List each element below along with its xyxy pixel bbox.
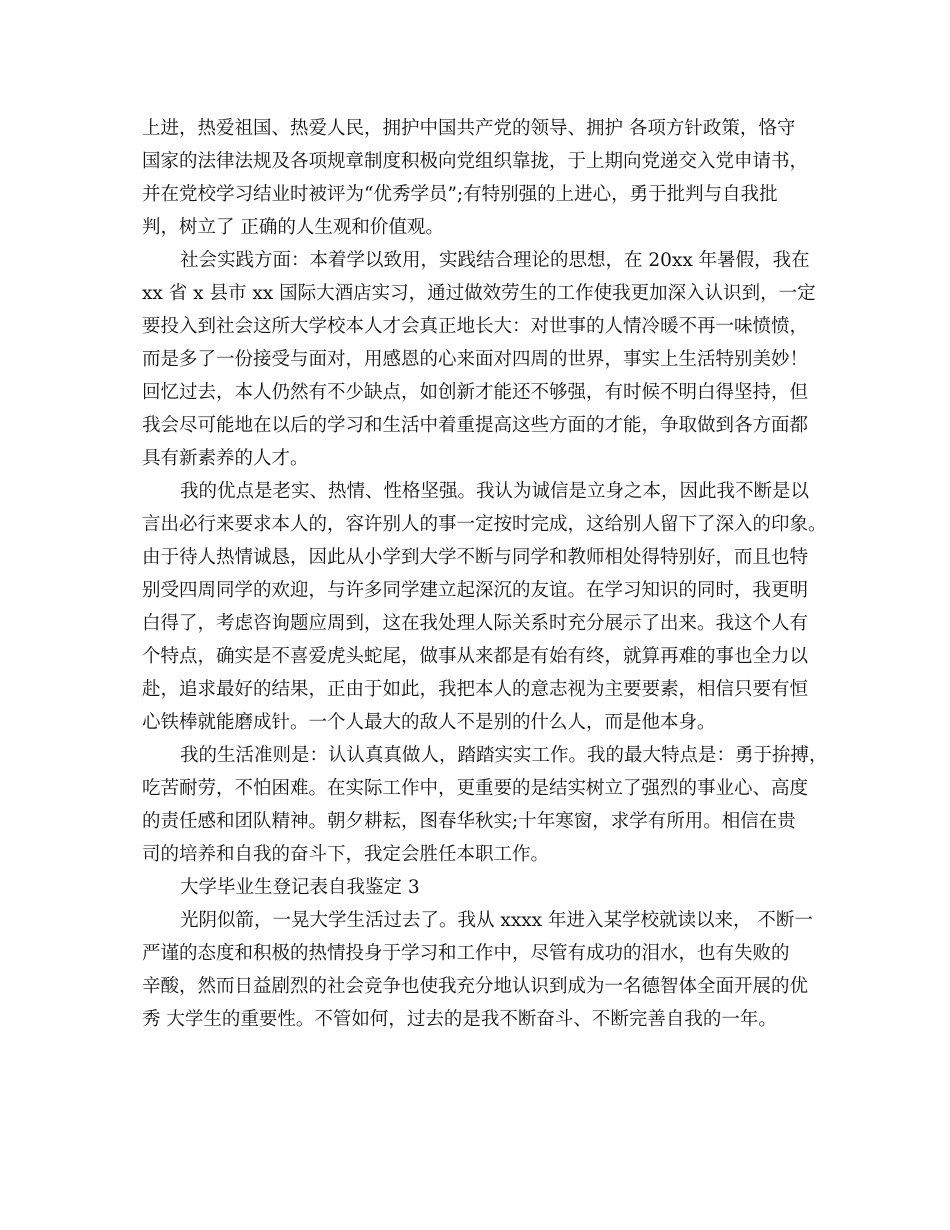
text-line: 要投入到社会这所大学校本人才会真正地长大：对世事的人情冷暖不再一味愤愤， [142,316,809,337]
text-line: 由于待人热情诚恳，因此从小学到大学不断与同学和教师相处得特别好，而且也特 [142,547,809,568]
text-line: xx 省 x 县市 xx 国际大酒店实习，通过做效劳生的工作使我更加深入认识到，一定 [142,283,816,304]
text-line: 上进，热爱祖国、热爱人民，拥护中国共产党的领导、拥护 各项方针政策，恪守 [142,118,796,139]
text-line: 心铁棒就能磨成针。一个人最大的敌人不是别的什么人，而是他本身。 [142,712,716,733]
text-line: 我的生活准则是：认认真真做人，踏踏实实工作。我的最大特点是：勇于拚搏， [180,745,828,766]
text-line: 社会实践方面：本着学以致用，实践结合理论的思想，在 20xx 年暑假，我在 [180,250,810,271]
document-body [142,112,828,1036]
text-line: 回忆过去，本人仍然有不少缺点，如创新才能还不够强，有时候不明白得坚持，但 [142,382,809,403]
text-line: 而是多了一份接受与面对，用感恩的心来面对四周的世界，事实上生活特别美妙！ [142,349,809,370]
text-line: 光阴似箭，一晃大学生活过去了。我从 xxxx 年进入某学校就读以来， 不断一 [180,910,813,931]
text-line: 国家的法律法规及各项规章制度积极向党组织靠拢，于上期向党递交入党申请书， [142,151,809,172]
text-line: 的责任感和团队精神。朝夕耕耘，图春华秋实;十年寒窗，求学有所用。相信在贵 [142,811,796,832]
text-line: 并在党校学习结业时被评为“优秀学员”;有特别强的上进心，勇于批判与自我批 [142,184,778,205]
text-line: 我的优点是老实、热情、性格坚强。我认为诚信是立身之本，因此我不断是以 [180,481,810,502]
text-line: 司的培养和自我的奋斗下，我定会胜任本职工作。 [142,844,550,865]
text-line: 大学毕业生登记表自我鉴定 3 [180,877,420,898]
text-line: 秀 大学生的重要性。不管如何，过去的是我不断奋斗、不断完善自我的一年。 [142,1009,777,1030]
text-line: 吃苦耐劳，不怕困难。在实际工作中，更重要的是结实树立了强烈的事业心、高度 [142,778,809,799]
text-line: 别受四周同学的欢迎，与许多同学建立起深沉的友谊。在学习知识的同时，我更明 [142,580,809,601]
text-line: 言出必行来要求本人的，容许别人的事一定按时完成，这给别人留下了深入的印象。 [142,514,827,535]
text-line: 判，树立了 正确的人生观和价值观。 [142,217,444,238]
text-line: 我会尽可能地在以后的学习和生活中着重提高这些方面的才能，争取做到各方面都 [142,415,809,436]
text-line: 严谨的态度和积极的热情投身于学习和工作中，尽管有成功的泪水，也有失败的 [142,943,790,964]
text-line: 辛酸，然而日益剧烈的社会竞争也使我充分地认识到成为一名德智体全面开展的优 [142,976,809,997]
text-line: 白得了，考虑咨询题应周到，这在我处理人际关系时充分展示了出来。我这个人有 [142,613,809,634]
text-line: 具有新素养的人才。 [142,448,309,469]
text-line: 赴，追求最好的结果，正由于如此，我把本人的意志视为主要要素，相信只要有恒 [142,679,809,700]
text-line: 个特点，确实是不喜爱虎头蛇尾，做事从来都是有始有终，就算再难的事也全力以 [142,646,809,667]
